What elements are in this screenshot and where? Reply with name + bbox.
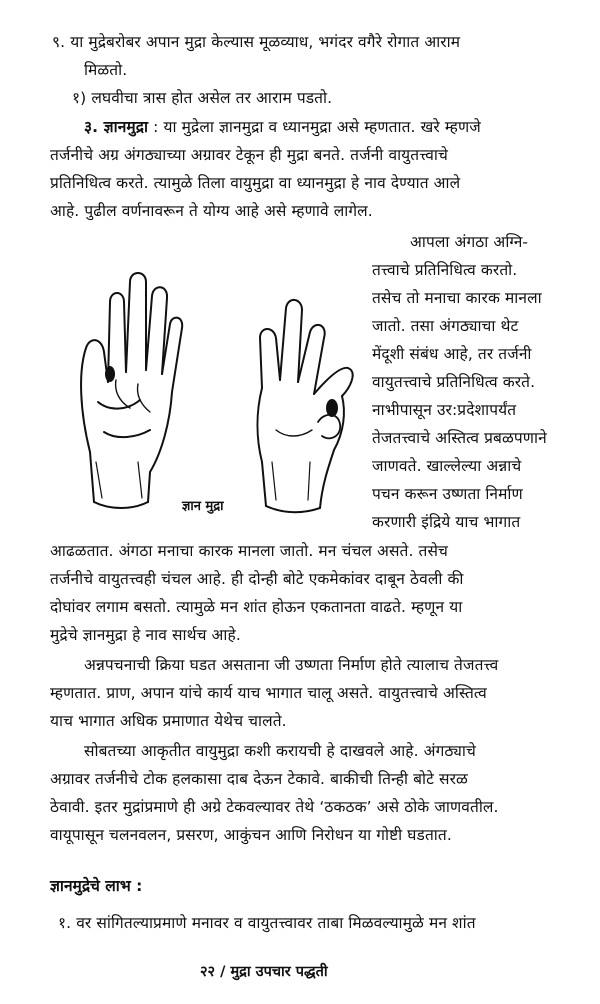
side-column-line: तेजतत्त्वाचे अस्तित्व प्रबळपणाने	[372, 429, 547, 447]
section-intro: : या मुद्रेला ज्ञानमुद्रा व ध्यानमुद्रा असे म्हणतात. खरे म्हणजे	[148, 118, 481, 136]
paragraph-line: प्रतिनिधित्व करते. त्यामुळे तिला वायुमुद्रा वा ध्यानमुद्रा हे नाव देण्यात आले	[50, 174, 461, 192]
paragraph-line: आढळतात. अंगठा मनाचा कारक मानला जातो. मन चंचल असते. तसेच	[50, 542, 449, 560]
hand-mudra-illustration-icon	[50, 262, 370, 532]
side-column-line: पचन करून उष्णता निर्माण	[372, 485, 523, 503]
figure-caption: ज्ञान मुद्रा	[182, 499, 224, 514]
side-column-line: तत्त्वाचे प्रतिनिधित्व करतो.	[372, 261, 518, 279]
side-column-line: वायुतत्त्वाचे प्रतिनिधित्व करते.	[372, 373, 536, 391]
paragraph-line: ठेवावी. इतर मुद्रांप्रमाणे ही अग्रे टेकवल्यावर तेथे ‘ठकठक’ असे ठोके जाणवतील.	[50, 798, 499, 816]
paragraph-line: म्हणतात. प्राण, अपान यांचे कार्य याच भागात चालू असते. वायुतत्त्वाचे अस्तित्व	[50, 684, 487, 702]
section-line	[84, 117, 481, 137]
paragraph-line: याच भागात अधिक प्रमाणात येथेच चालते.	[50, 712, 287, 730]
paragraph-line: आहे. पुढील वर्णनावरून ते योग्य आहे असे म्हणावे लागेल.	[50, 202, 373, 220]
paragraph-line: मिळतो.	[84, 61, 128, 79]
side-column-line: मेंदूशी संबंध आहे, तर तर्जनी	[372, 345, 532, 363]
side-column-line: जाणवते. खाल्लेल्या अन्नाचे	[372, 457, 522, 475]
paragraph-line: दोघांवर लगाम बसतो. त्यामुळे मन शांत होऊन एकतानता वाढते. म्हणून या	[50, 598, 463, 616]
paragraph-line: अन्नपचनाची क्रिया घडत असताना जी उष्णता निर्माण होते त्यालाच तेजतत्त्व	[84, 656, 499, 674]
paragraph-line: तर्जनीचे वायुतत्त्वही चंचल आहे. ही दोन्ही बोटे एकमेकांवर दाबून ठेवली की	[50, 570, 464, 588]
benefits-heading: ज्ञानमुद्रेचे लाभ :	[50, 877, 143, 895]
page-footer: २२ / मुद्रा उपचार पद्धती	[200, 964, 328, 980]
mudra-illustration	[50, 262, 370, 532]
paragraph-line: वायूपासून चलनवलन, प्रसरण, आकुंचन आणि निरोधन या गोष्टी घडतात.	[50, 826, 452, 844]
paragraph-line: अग्रावर तर्जनीचे टोक हलकासा दाब देऊन टेकावे. बाकीची तिन्ही बोटे सरळ	[50, 770, 468, 788]
section-heading: ३. ज्ञानमुद्रा	[84, 118, 149, 136]
side-column-line: नाभीपासून उर:प्रदेशापर्यंत	[372, 401, 517, 419]
paragraph-line: तर्जनीचे अग्र अंगठ्याच्या अग्रावर टेकून ही मुद्रा बनते. तर्जनी वायुतत्त्वाचे	[50, 146, 448, 164]
paragraph-line: मुद्रेचे ज्ञानमुद्रा हे नाव सार्थच आहे.	[50, 626, 241, 644]
side-column-line: जातो. तसा अंगठ्याचा थेट	[372, 317, 519, 335]
side-column-line: करणारी इंद्रिये याच भागात	[372, 513, 521, 531]
paragraph-line: १) लघवीचा त्रास होत असेल तर आराम पडतो.	[72, 89, 333, 107]
side-column-line: आपला अंगठा अग्नि-	[410, 233, 529, 251]
paragraph-line: ९. या मुद्रेबरोबर अपान मुद्रा केल्यास मूळव्याध, भगंदर वगैरे रोगात आराम	[52, 33, 461, 51]
side-column-line: तसेच तो मनाचा कारक मानला	[372, 289, 542, 307]
paragraph-line: सोबतच्या आकृतीत वायुमुद्रा कशी करायची हे दाखवले आहे. अंगठ्याचे	[84, 742, 476, 760]
paragraph-line: १. वर सांगितल्याप्रमाणे मनावर व वायुतत्त्वावर ताबा मिळवल्यामुळे मन शांत	[58, 914, 476, 932]
